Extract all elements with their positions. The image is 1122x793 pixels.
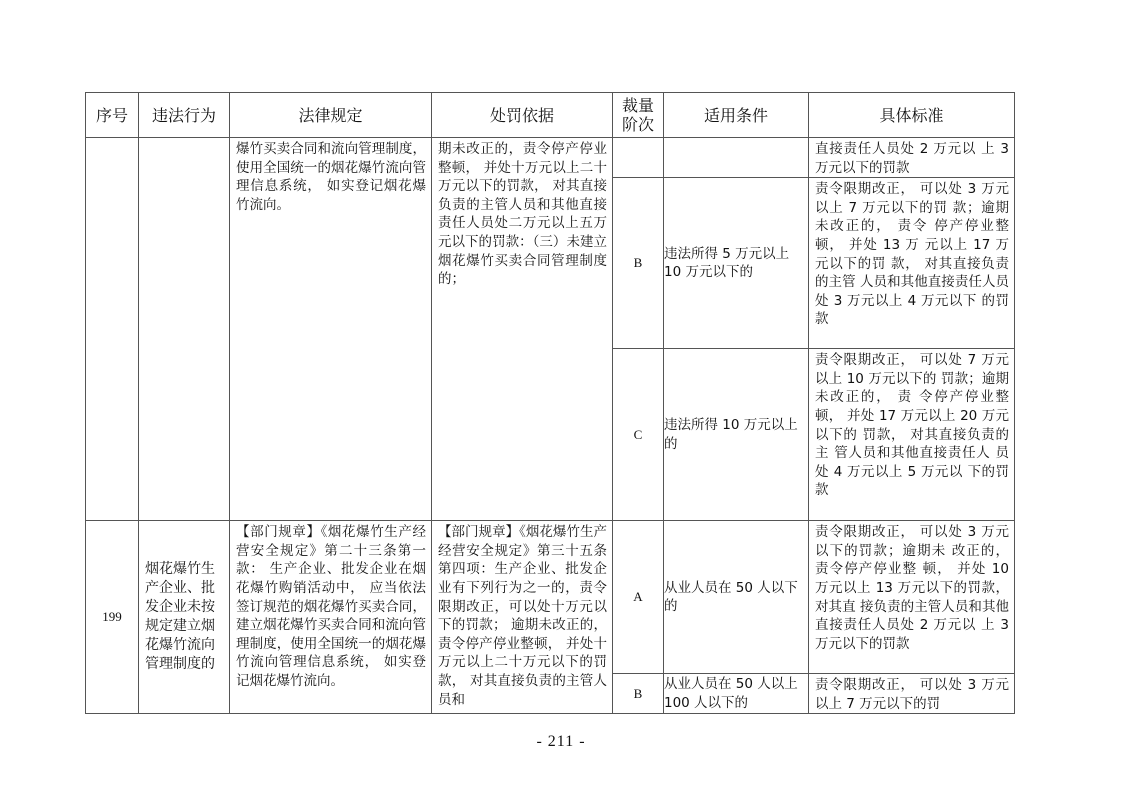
level-cell: A: [613, 521, 664, 674]
standard-text: 责令限期改正， 可以处 3 万元以上 7 万元以下的罚 款；逾期未改正的， 责令 停产停业整顿， 并处 13 万 元以上 17 万元以下的罚 款， 对其直接负责的主管 人员和其他直接责任人员 处 3 万元以上 4 万元以下 的罚款: [815, 181, 1009, 328]
basis-cell: [432, 521, 613, 714]
standard-text: 责令限期改正， 可以处 3 万元以下的罚款；逾期未 改正的， 责令停产停业整 顿， 并处 10 万元以上 13 万元以下的罚款， 对其直 接负责的主管人员和其他 直接责任人员处 2 万元以 上 3 万元以下的罚款: [815, 524, 1009, 652]
header-condition: 适用条件: [664, 93, 809, 138]
penalty-table: [85, 92, 1015, 714]
seq-cell-empty: [86, 138, 139, 521]
level-cell: C: [613, 349, 664, 521]
law-cell: [230, 138, 432, 521]
behavior-cell-empty: [139, 138, 230, 521]
standard-cell: [809, 521, 1015, 674]
basis-text: 【部门规章】《烟花爆竹生产经营安全规定》第三十五条第四项：生产企业、批发企业有下列行为之一的，责令限期改正，可以处十万元以下的罚款； 逾期未改正的，责令停产停业整顿， 并处十万元以上二十万元以下的罚款， 对其直接负责的主管人员和: [438, 524, 607, 708]
header-level: 裁量阶次: [613, 93, 664, 138]
condition-cell: 违法所得 10 万元以上的: [664, 349, 809, 521]
header-row: [86, 93, 1015, 138]
standard-cell: [809, 138, 1015, 178]
header-standard: 具体标准: [809, 93, 1015, 138]
standard-cell: [809, 178, 1015, 349]
table-row: [86, 521, 1015, 674]
basis-cell: [432, 138, 613, 521]
level-cell: B: [613, 178, 664, 349]
condition-cell: 从业人员在 50 人以下的: [664, 521, 809, 674]
law-cell: [230, 521, 432, 714]
header-basis: 处罚依据: [432, 93, 613, 138]
level-cell: [613, 138, 664, 178]
condition-cell: 从业人员在 50 人以上 100 人以下的: [664, 674, 809, 714]
standard-text: 责令限期改正， 可以处 7 万元以上 10 万元以下的 罚款；逾期未改正的， 责 令停产停业整顿， 并处 17 万元以上 20 万元以下的 罚款， 对其直接负责的主 管人员和其他直接责任人 员处 4 万元以上 5 万元以 下的罚款: [815, 352, 1009, 499]
basis-text: 期未改正的，责令停产停业整顿， 并处十万元以上二十万元以下的罚款， 对其直接负责的主管人员和其他直接责任人员处二万元以上五万元以下的罚款：（三）未建立烟花爆竹买卖合同管理制度的；: [438, 141, 607, 288]
standard-text: 责令限期改正， 可以处 3 万元以上 7 万元以下的罚: [815, 677, 1009, 712]
standard-cell: [809, 674, 1015, 714]
header-behavior: 违法行为: [139, 93, 230, 138]
header-law: 法律规定: [230, 93, 432, 138]
behavior-text: 烟花爆竹生产企业、批发企业未按规定建立烟花爆竹流向管理制度的: [145, 561, 215, 673]
table-row: [86, 138, 1015, 178]
standard-cell: [809, 349, 1015, 521]
seq-cell: 199: [86, 521, 139, 714]
law-text: 爆竹买卖合同和流向管理制度，使用全国统一的烟花爆竹流向管理信息系统， 如实登记烟花爆竹流向。: [236, 141, 426, 213]
level-cell: B: [613, 674, 664, 714]
condition-cell: 违法所得 5 万元以上 10 万元以下的: [664, 178, 809, 349]
condition-cell: [664, 138, 809, 178]
behavior-cell: [139, 521, 230, 714]
header-seq: 序号: [86, 93, 139, 138]
standard-text: 直接责任人员处 2 万元以 上 3 万元以下的罚款: [815, 141, 1009, 176]
law-text: 【部门规章】《烟花爆竹生产经营安全规定》第二十三条第一款： 生产企业、批发企业在烟花爆竹购销活动中， 应当依法签订规范的烟花爆竹买卖合同， 建立烟花爆竹买卖合同和流向管理制度，使用全国统一的烟花爆竹流向管理信息系统， 如实登记烟花爆竹流向。: [236, 524, 426, 689]
page-number: - 211 -: [536, 733, 586, 750]
